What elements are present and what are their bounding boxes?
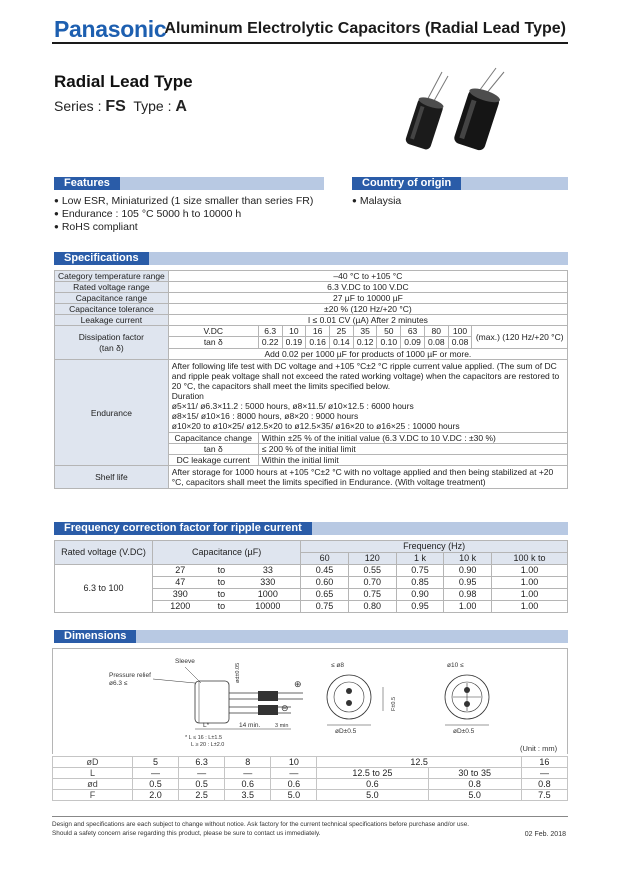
svg-text:14 min.: 14 min. [239,722,261,729]
footer-divider [52,816,568,817]
dimension-drawing [52,648,568,754]
product-title: Radial Lead Type [54,72,193,91]
svg-text:ød±0.05: ød±0.05 [235,662,241,683]
dimensions-table: øD 5 6.3 8 10 12.5 16 L — — — — 12.5 to 25 30 to 35 — ød 0.5 0.5 0.6 0.6 0.6 0.8 0.8 F 2.0 2.5 3.5 5.0 5.0 5.0 7.5 [52,756,568,801]
unit-label: (Unit : mm) [520,744,558,753]
dimensions-heading: Dimensions [54,630,136,643]
svg-text:ø6.3 ≤: ø6.3 ≤ [109,680,128,687]
list-item: ● RoHS compliant [54,221,334,234]
svg-text:≤ ø8: ≤ ø8 [331,662,344,669]
origin-list [352,195,552,208]
svg-text:øD±0.5: øD±0.5 [453,728,475,735]
specifications-heading: Specifications [54,252,149,265]
features-bar [54,177,324,190]
svg-text:F±0.5: F±0.5 [391,696,397,711]
svg-text:Pressure relief: Pressure relief [109,672,151,679]
series-value: FS [105,98,126,115]
dimensions-bar [54,630,568,643]
page-header [52,12,568,44]
features-list [54,195,334,234]
origin-heading: Country of origin [352,177,461,190]
features-heading: Features [54,177,120,190]
type-value: A [175,98,187,115]
list-item: ● Low ESR, Miniaturized (1 size smaller than series FR) [54,195,334,208]
list-item: ● Endurance : 105 °C 5000 h to 10000 h [54,208,334,221]
svg-text:⊕: ⊕ [294,679,302,689]
specifications-bar [54,252,568,265]
svg-text:ø10 ≤: ø10 ≤ [447,662,464,669]
svg-text:* L ≤ 16 : L±1.5: * L ≤ 16 : L±1.5 [185,735,223,741]
header-title: Aluminum Electrolytic Capacitors (Radial Lead Type) [164,20,566,37]
svg-text:⊖: ⊖ [281,703,289,713]
series-line: Series : FS Type : A [54,98,187,115]
frequency-bar [54,522,568,535]
footer-note: Design and specifications are each subject to change without notice. Ask factory for the current technical specifications before purchase and/or use. Should a safety concern arise regarding this product, please be sure to contact us immediately. [52,821,470,837]
list-item: ● Malaysia [352,195,552,208]
origin-bar [352,177,568,190]
svg-text:øD±0.5: øD±0.5 [335,728,357,735]
svg-text:3 min: 3 min [275,723,289,729]
specifications-table: Category temperature range –40 °C to +105 °C Rated voltage range 6.3 V.DC to 100 V.DC Capacitance range 27 µF to 10000 µF Capacitance tolerance ±20 % (120 Hz/+20 °C) Leakage current I ≤ 0.01 CV (µA) After 2 minutes Dissipation factor (tan δ) V.DC 6.3 10 16 25 35 50 63 80 100 (max.) (120 Hz/+20 °C) tan δ 0.22 0.19 0.16 0.14 0.12 0.10 0.09 0.08 0.08 Add 0.02 per 1000 µF for products of 1000 µF or more. Endurance After following life test with DC voltage and +105 °C±2 °C ripple current value applied. (The sum of DC and ripple peak voltage shall not exceed the rated working voltage) when the capacitors are restored to 20 °C, the capacitors shall meet the limits specified below. Duration ø5×11/ ø6.3×11.2 : 5000 hours, ø8×11.5/ ø10×12.5 : 6000 hours ø8×15/ ø10×16 : 8000 hours, ø8×20 : 9000 hours ø10×20 to ø10×25/ ø12.5×20 to ø12.5×35/ ø16×20 to ø16×25 : 10000 hours Capacitance change Within ±25 % of the initial value (6.3 V.DC to 10 V.DC : ±30 %) tan δ ≤ 200 % of the initial limit DC leakage current Within the initial limit Shelf life After storage for 1000 hours at +105 °C±2 °C with no voltage applied and then being stabilized at +20 °C, capacitors shall meet the limits specified in Endurance. (With voltage treatment) [54,270,568,489]
svg-text:Sleeve: Sleeve [175,658,195,665]
brand-logo: Panasonic [54,16,167,42]
frequency-table: Rated voltage (V.DC) Capacitance (µF) Frequency (Hz) 60 120 1 k 10 k 100 k to 6.3 to 100 27 to 33 0.45 0.55 0.75 0.90 1.00 47 to 330 0.60 0.70 0.85 0.95 1.00 390 to 1000 0.65 0.75 0.90 0.98 1.00 1200 to 10000 0.75 0.80 0.95 1.00 1.00 [54,540,568,613]
svg-text:L*: L* [203,722,210,729]
svg-text:L ≥ 20 : L±2.0: L ≥ 20 : L±2.0 [191,742,225,748]
capacitor-photo [396,66,516,158]
frequency-heading: Frequency correction factor for ripple current [54,522,312,535]
page-number: 02 Feb. 2018 [524,831,566,838]
